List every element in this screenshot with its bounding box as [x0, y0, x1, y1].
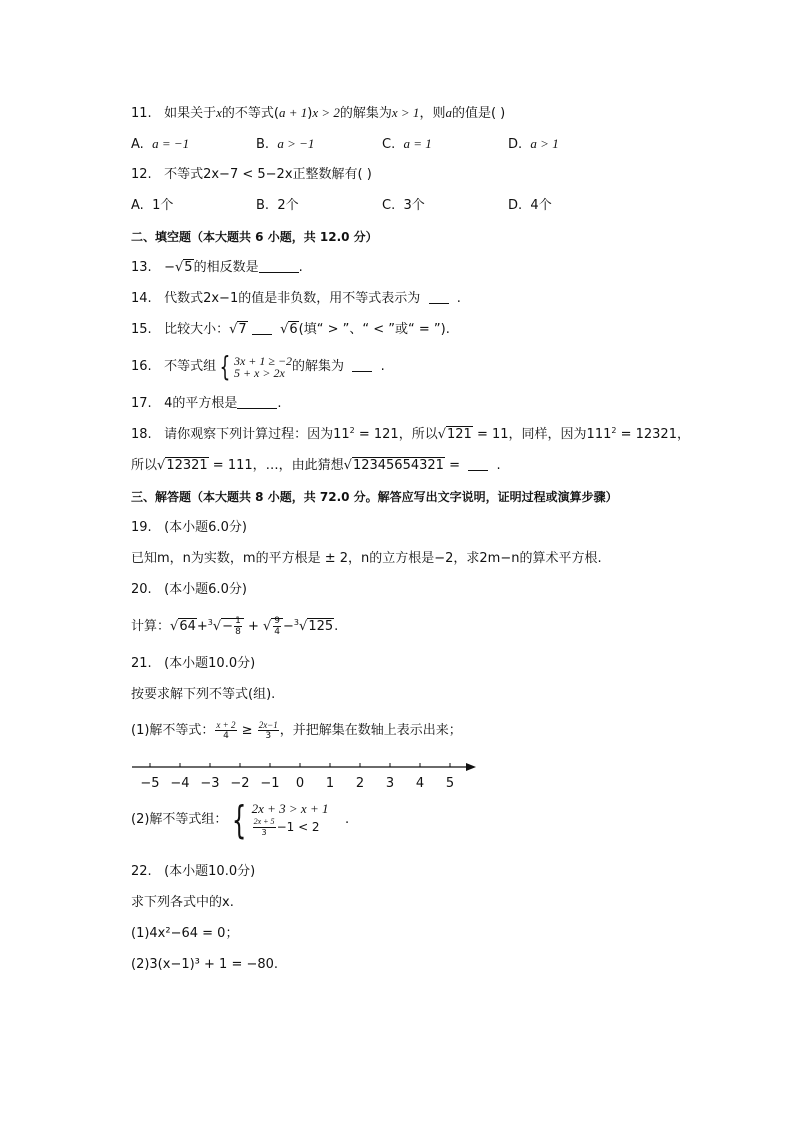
number-line-arrow	[466, 763, 476, 771]
q19-text: 已知m，n为实数，m的平方根是 ± 2，n的立方根是−2，求2m−n的算术平方根.	[131, 551, 602, 566]
q12-stem: 12. 不等式2x−7 < 5−2x正整数解有( )	[131, 167, 372, 182]
number-line	[128, 757, 478, 793]
axis-tick-label: 1	[325, 776, 335, 791]
q13: 13. −√5的相反数是 .	[131, 260, 303, 275]
section3-title: 三、解答题（本大题共 8 小题，共 72.0 分。解答应写出文字说明，证明过程或演算步骤）	[131, 490, 618, 504]
axis-tick-label: −5	[140, 776, 160, 791]
q21-header: 21. (本小题10.0分)	[131, 656, 256, 671]
axis-tick-label: 0	[295, 776, 305, 791]
q12-option-a: A. 1个	[131, 198, 174, 213]
q11-option-d: D. a > 1	[508, 136, 559, 152]
section2-title: 二、填空题（本大题共 6 小题，共 12.0 分）	[131, 230, 378, 244]
axis-tick-label: 4	[415, 776, 425, 791]
axis-tick-label: 2	[355, 776, 365, 791]
q11-option-c: C. a = 1	[382, 136, 432, 152]
q14: 14. 代数式2x−1的值是非负数，用不等式表示为 .	[131, 291, 461, 306]
q18-line2: 所以√12321 = 111，…，由此猜想√12345654321 = .	[131, 458, 501, 473]
q21-intro: 按要求解下列不等式(组).	[131, 687, 276, 702]
q21-part1: (1)解不等式： $\frac{x + 2}{4}$ ≥ $\frac{2x-1}{3}$ ，并把解集在数轴上表示出来；	[131, 720, 462, 741]
q18-line1: 18. 请你观察下列计算过程：因为$11^2 = 121$，所以√121 = 11，同样，因为$111^2 = 12321$，	[131, 426, 690, 442]
q22-intro: 求下列各式中的x.	[131, 895, 234, 910]
q20-expression: 计算：√64+$^3$√− $\frac{1}{8}$ + √ $\frac{9}{4}$ −$^3$√125.	[131, 616, 339, 637]
axis-tick-label: −3	[200, 776, 220, 791]
q19-header: 19. (本小题6.0分)	[131, 520, 247, 535]
axis-tick-label: −4	[170, 776, 190, 791]
axis-tick-label: 5	[445, 776, 455, 791]
q12-option-c: C. 3个	[382, 198, 425, 213]
q20-header: 20. (本小题6.0分)	[131, 582, 247, 597]
q11-option-a: A. a = −1	[131, 136, 190, 152]
axis-tick-label: 3	[385, 776, 395, 791]
q12-option-b: B. 2个	[256, 198, 299, 213]
q22-part2: (2)3(x−1)³ + 1 = −80.	[131, 957, 279, 972]
q21-part2: (2)解不等式组： { 2x + 3 > x + 1 $\frac{2x + 5}{3}$ −1 < 2 .	[131, 797, 350, 842]
q15: 15. 比较大小：√7 √6(填“ > ”、“ < ”或“ = ”).	[131, 322, 450, 337]
q16: 16. 不等式组 { 3x + 1 ≥ −2 5 + x > 2x 的解集为 .	[131, 349, 385, 383]
axis-tick-label: −2	[230, 776, 250, 791]
q17: 17. 4的平方根是 .	[131, 396, 282, 411]
q22-part1: (1)4x²−64 = 0；	[131, 926, 239, 941]
q11-stem: 11. 如果关于x的不等式(a + 1)x > 2的解集为x > 1，则a的值是( )	[131, 105, 506, 121]
axis-tick-label: −1	[260, 776, 280, 791]
q12-option-d: D. 4个	[508, 198, 552, 213]
q22-header: 22. (本小题10.0分)	[131, 864, 256, 879]
q11-option-b: B. a > −1	[256, 136, 315, 152]
